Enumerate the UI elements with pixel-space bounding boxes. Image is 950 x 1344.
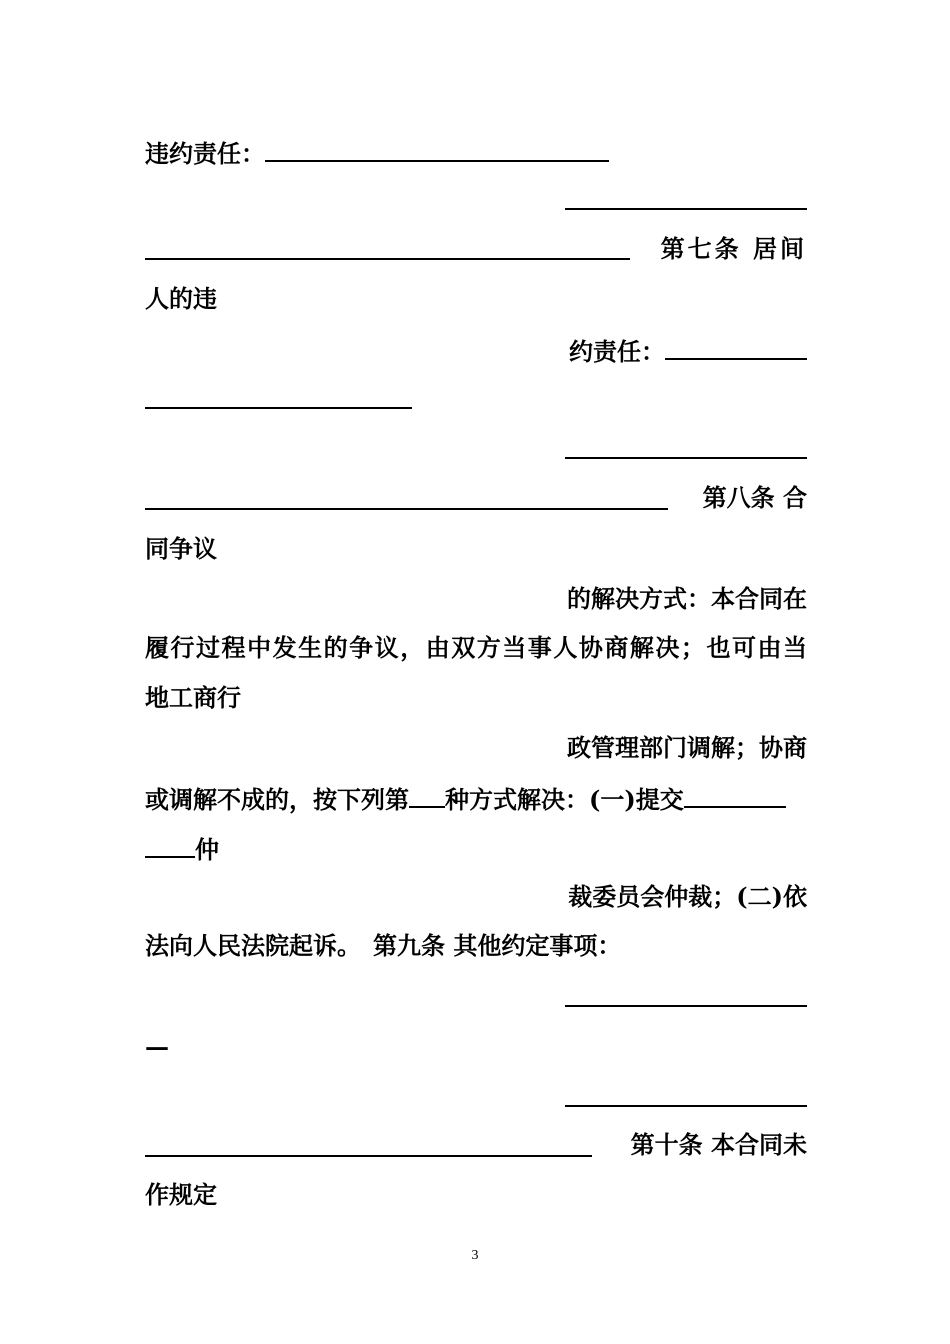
line-resolution [145,582,807,616]
line-arbitration-start [145,830,807,864]
text-court-article-9: 法向人民法院起诉。 第九条 其他约定事项： [145,931,622,960]
blank-field [409,780,445,808]
line-mediation [145,731,807,765]
text-liability: 约责任： [569,337,665,366]
line-performance [145,631,807,665]
blank-line [565,1005,807,1007]
text-method-suffix: 种方式解决：(一)提交 [445,785,684,814]
blank-line [565,208,807,210]
text-arbitration: 裁委员会仲裁；(二)依 [568,882,807,911]
text-dispute: 同争议 [145,534,217,563]
line-breach-liability [145,134,807,168]
page-number: 3 [471,1248,479,1263]
text-resolution: 的解决方式：本合同在 [567,584,807,613]
blank-field [665,332,807,360]
text-method-prefix: 或调解不成的，按下列第 [145,785,409,814]
text-performance: 履行过程中发生的争议，由双方当事人协商解决；也可由当 [145,633,807,662]
line-article-8 [145,481,807,515]
text-breach-liability: 违约责任： [145,139,265,168]
text-unspecified: 作规定 [145,1180,217,1209]
line-intermediary-breach [145,282,807,316]
text-local-commerce: 地工商行 [145,683,241,712]
article-8-heading: 第八条 合 [702,483,807,512]
line-article-7 [145,232,807,266]
line-local-commerce [145,681,807,715]
blank-line [145,407,412,409]
line-dash [145,1030,807,1064]
blank-field [265,134,609,162]
blank-line [565,1105,807,1107]
text-intermediary: 人的违 [145,284,217,313]
line-resolution-method [145,780,807,814]
article-10-heading: 第十条 本合同未 [630,1130,807,1159]
line-dispute [145,532,807,566]
text-dash: — [145,1032,169,1061]
line-article-10 [145,1128,807,1162]
blank-field [684,780,786,808]
text-arbitration-start: 仲 [195,835,219,864]
line-unspecified [145,1178,807,1212]
line-arbitration [145,880,807,914]
blank-field [145,830,195,858]
article-7-heading: 第七条 居间 [660,234,807,263]
text-mediation: 政管理部门调解；协商 [567,733,807,762]
blank-line [565,457,807,459]
line-intermediary-liability [145,332,807,366]
line-court-article-9 [145,929,807,963]
